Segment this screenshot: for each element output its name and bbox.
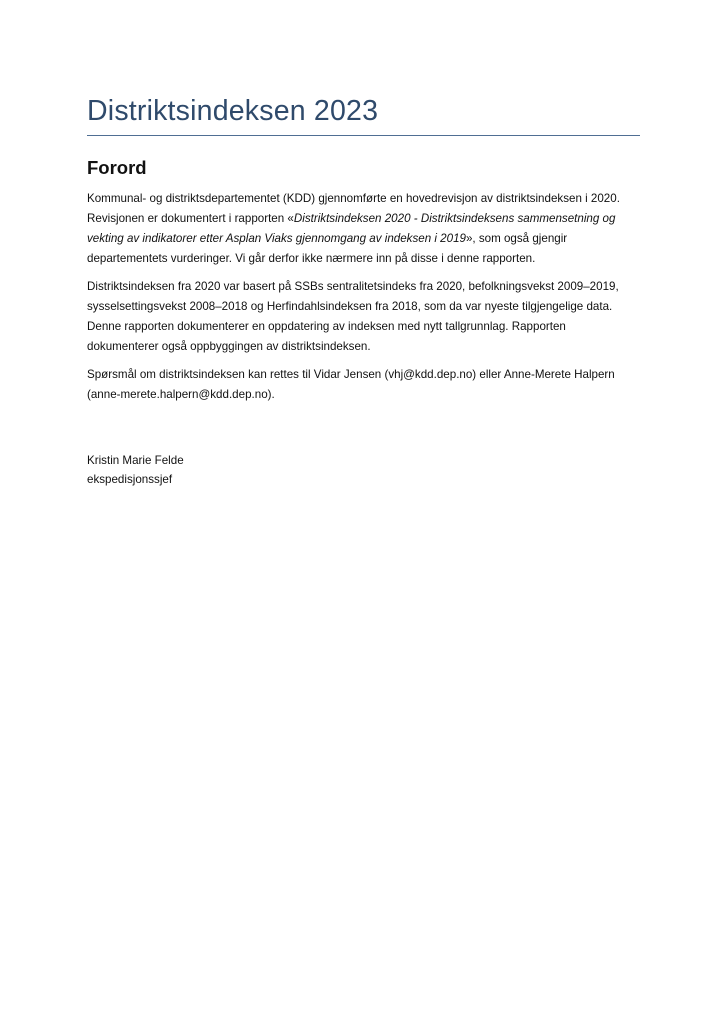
paragraph-data-basis: Distriktsindeksen fra 2020 var basert på SSBs sentralitetsindeks fra 2020, befolkningsvekst 2009–2019, sysselsettingsvekst 2008–2018 og Herfindahlsindeksen fra 2018, som da var nyeste tilgjengelige data. Denne rapporten dokumenterer en oppdatering av indeksen med nytt tallgrunnlag. Rapporten dokumenterer også oppbyggingen av distriktsindeksen. [87,280,619,353]
paragraph-intro-part2: », som også gjengir departementets vurderinger. Vi går derfor ikke nærmere inn på disse i denne rapporten. [87,232,568,265]
section-heading: Forord [87,157,147,178]
signature-name: Kristin Marie Felde [87,454,184,467]
paragraph-contact: Spørsmål om distriktsindeksen kan rettes til Vidar Jensen (vhj@kdd.dep.no) eller Anne-Merete Halpern (anne-merete.halpern@kdd.dep.no). [87,368,615,401]
report-title-italic: Distriktsindeksen 2020 - Distriktsindeksens sammensetning og vekting av indikatorer etter Asplan Viaks gjennomgang av indeksen i 2019 [87,212,616,245]
document-page [87,92,640,489]
signature-block [87,451,640,489]
signature-role: ekspedisjonssjef [87,473,173,486]
document-title: Distriktsindeksen 2023 [87,92,640,136]
paragraph-intro-part1: Kommunal- og distriktsdepartementet (KDD) gjennomførte en hovedrevisjon av distriktsindeksen i 2020. Revisjonen er dokumentert i rapporten « [87,192,620,225]
paragraph-intro [87,189,640,269]
